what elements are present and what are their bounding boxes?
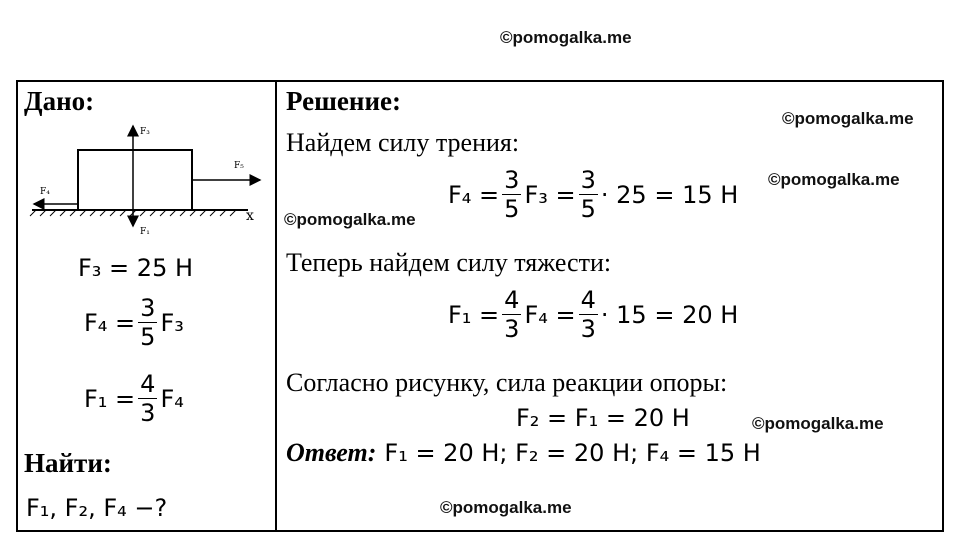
given-heading: Дано: bbox=[24, 86, 95, 116]
watermark: ©pomogalka.me bbox=[284, 210, 416, 229]
watermark: ©pomogalka.me bbox=[440, 498, 572, 517]
watermark: ©pomogalka.me bbox=[752, 414, 884, 433]
given-f4: F₄ = $\frac{3}{5}$ F₃ bbox=[84, 294, 184, 351]
fraction: $\frac{4}{3}$ bbox=[580, 286, 596, 343]
answer-label: Ответ: bbox=[286, 438, 377, 467]
fraction: $\frac{3}{5}$ bbox=[580, 166, 596, 223]
given-f1: F₁ = $\frac{4}{3}$ F₄ bbox=[84, 370, 184, 427]
fraction: $\frac{4}{3}$ bbox=[504, 286, 520, 343]
label-f3: F₃ bbox=[140, 127, 150, 137]
step1-text: Найдем силу трения: bbox=[286, 128, 520, 157]
solution-heading: Решение: bbox=[286, 86, 401, 116]
equation-friction: F₄ = $\frac{3}{5}$ F₃ = $\frac{3}{5}$ · 25 = 15 Н bbox=[448, 166, 739, 223]
equation-gravity: F₁ = $\frac{4}{3}$ F₄ = $\frac{4}{3}$ · 15 = 20 Н bbox=[448, 286, 739, 343]
label-f1: F₁ bbox=[140, 227, 150, 237]
answer bbox=[286, 438, 761, 468]
find-heading: Найти: bbox=[24, 448, 112, 478]
force-diagram bbox=[28, 120, 268, 240]
equation-reaction: F₂ = F₁ = 20 Н bbox=[516, 404, 690, 432]
watermark: ©pomogalka.me bbox=[768, 170, 900, 189]
label-f5: F₅ bbox=[234, 161, 244, 171]
block bbox=[78, 150, 192, 210]
watermark: ©pomogalka.me bbox=[782, 109, 914, 128]
given-f3: F₃ = 25 Н bbox=[78, 254, 194, 282]
step2-text: Теперь найдем силу тяжести: bbox=[286, 248, 612, 277]
fraction: $\frac{3}{5}$ bbox=[140, 294, 156, 351]
step3-text: Согласно рисунку, сила реакции опоры: bbox=[286, 368, 728, 397]
fraction: $\frac{4}{3}$ bbox=[140, 370, 156, 427]
label-f4: F₄ bbox=[40, 187, 50, 197]
column-divider bbox=[275, 80, 277, 532]
answer-value: F₁ = 20 Н; F₂ = 20 Н; F₄ = 15 Н bbox=[384, 439, 761, 467]
fraction: $\frac{3}{5}$ bbox=[504, 166, 520, 223]
watermark: ©pomogalka.me bbox=[500, 28, 632, 47]
label-x: x bbox=[246, 208, 254, 224]
find-value: F₁, F₂, F₄ −? bbox=[26, 494, 168, 522]
